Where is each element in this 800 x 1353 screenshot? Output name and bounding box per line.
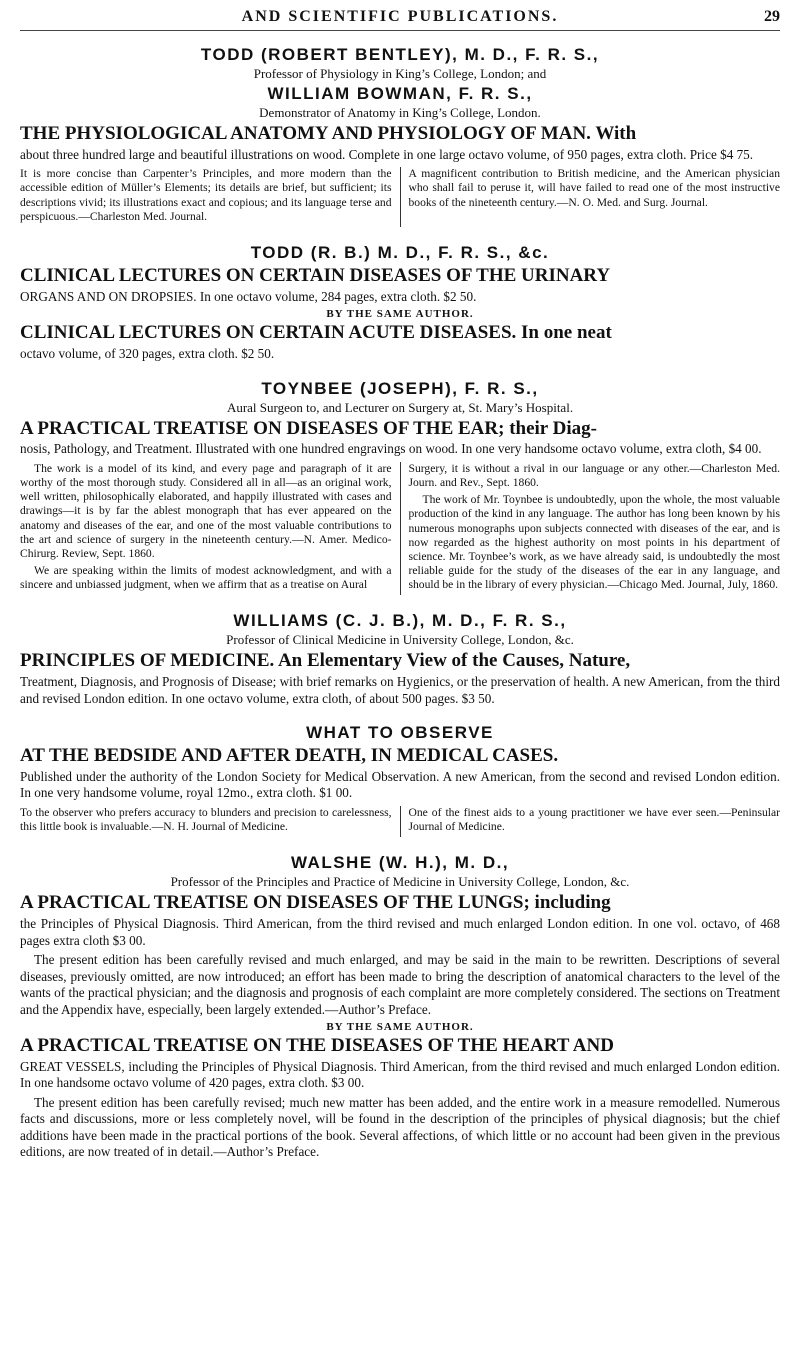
author-name: TOYNBEE (JOSEPH), F. R. S., — [261, 378, 539, 398]
book-description: GREAT VESSELS, including the Principles of Physical Diagnosis. Third American, from the third revised and much enlarged London edition. In one handsome octavo volume of 420 pages, extra cloth. $3 00. — [20, 1058, 780, 1091]
review-columns — [20, 462, 780, 595]
book-title: A PRACTICAL TREATISE ON DISEASES OF THE EAR; their Diag- — [20, 417, 597, 439]
running-title: AND SCIENTIFIC PUBLICATIONS. — [241, 8, 559, 25]
book-description: Published under the authority of the London Society for Medical Observation. A new American, from the second and revised London edition. In one very handsome volume, royal 12mo., extra cloth. $1 00. — [20, 768, 780, 801]
author-credential: Professor of Clinical Medicine in University College, London, &c. — [226, 632, 574, 648]
book-title: CLINICAL LECTURES ON CERTAIN ACUTE DISEASES. In one neat — [20, 322, 612, 344]
book-title: CLINICAL LECTURES ON CERTAIN DISEASES OF THE URINARY — [20, 264, 611, 286]
review-left: The work is a model of its kind, and every page and paragraph of it are worthy of the most thorough study. Considered all in all—as an original work, well written, philosophically elaborated, and happily illustrated with cases and drawings—it is by far the ablest monograph that has ever appeared on the anatomy and diseases of the ear, and one of the most valuable contributions to the art and science of surgery in the nineteenth century.—N. Amer. Medico-Chirurg. Review, Sept. 1860. — [20, 461, 392, 560]
entry-what-to-observe — [20, 723, 780, 837]
book-title: THE PHYSIOLOGICAL ANATOMY AND PHYSIOLOGY OF MAN. With — [20, 123, 637, 144]
author-credential: Professor of the Principles and Practice of Medicine in University College, London, &c. — [170, 874, 630, 890]
review-columns — [20, 806, 780, 837]
preface-excerpt: The present edition has been carefully revised and much enlarged, and may be said in the main to be rewritten. Descriptions of several diseases, previously omitted, are now introduced; an effort has been made to bring the description of anatomical characters to the level of the wants of the practical physician; and the diagnosis and prognosis of each complaint are more completely considered. The sections on Treatment and the Appendix have, especially, been largely extended.—Author’s Preface. — [20, 952, 780, 1017]
preface-excerpt: The present edition has been carefully revised; much new matter has been added, and the entire work in a measure remodelled. Numerous facts and discussions, more or less completely novel, will be found in the description of the principles of physical diagnosis; but the chief additions have been made in the practical portions of the book. Several affections, of which little or no account had been given in the previous editions, are now treated of in detail.—Author’s Preface. — [20, 1094, 780, 1160]
author-name: WALSHE (W. H.), M. D., — [290, 853, 510, 873]
book-description: Treatment, Diagnosis, and Prognosis of Disease; with brief remarks on Hygienics, or the preservation of health. A new American, from the third and revised London edition. In one octavo volume, extra cloth, of about 500 pages. $3 50. — [20, 674, 780, 706]
author-name: WILLIAMS (C. J. B.), M. D., F. R. S., — [233, 611, 567, 631]
book-description: ORGANS AND ON DROPSIES. In one octavo volume, 284 pages, extra cloth. $2 50. — [20, 288, 477, 304]
review-left: To the observer who prefers accuracy to blunders and precision to carelessness, this little book is invaluable.—N. H. Journal of Medicine. — [20, 805, 392, 834]
review-right: Surgery, it is without a rival in our language or any other.—Charleston Med. Journ. and Rev., Sept. 1860. — [408, 461, 780, 490]
running-head — [20, 6, 780, 31]
review-right: One of the finest aids to a young practitioner we have ever seen.—Peninsular Journal of Medicine. — [408, 805, 780, 834]
by-same-author: BY THE SAME AUTHOR. — [326, 1021, 474, 1034]
page-number: 29 — [764, 8, 780, 25]
review-columns — [20, 167, 780, 227]
book-title: AT THE BEDSIDE AND AFTER DEATH, IN MEDICAL CASES. — [20, 745, 559, 767]
catalog-page — [20, 0, 780, 1161]
author-credential: Professor of Physiology in King’s College, London; and — [253, 66, 547, 81]
author-name: TODD (R. B.) M. D., F. R. S., &c. — [250, 242, 550, 262]
entry-walshe — [20, 853, 780, 1161]
section-heading: WHAT TO OBSERVE — [306, 723, 494, 743]
book-description: octavo volume, of 320 pages, extra cloth. $2 50. — [20, 346, 275, 362]
coauthor-credential: Demonstrator of Anatomy in King’s College, London. — [259, 105, 541, 120]
book-title: A PRACTICAL TREATISE ON THE DISEASES OF THE HEART AND — [20, 1035, 614, 1057]
entry-toynbee — [20, 379, 780, 596]
coauthor-name: WILLIAM BOWMAN, F. R. S., — [267, 84, 533, 103]
book-title: PRINCIPLES OF MEDICINE. An Elementary View of the Causes, Nature, — [20, 650, 631, 672]
author-name: TODD (ROBERT BENTLEY), M. D., F. R. S., — [200, 45, 600, 64]
review-right: A magnificent contribution to British medicine, and the American physician who shall fail to peruse it, will have failed to read one of the most instructive books of the nineteenth century.—N. O. Med. and Surg. Journal. — [408, 167, 780, 209]
author-credential: Aural Surgeon to, and Lecturer on Surgery at, St. Mary’s Hospital. — [226, 399, 574, 415]
by-same-author: BY THE SAME AUTHOR. — [326, 308, 474, 321]
book-description: the Principles of Physical Diagnosis. Third American, from the third revised and much enlarged London edition. In one vol. octavo, of 468 pages extra cloth $3 00. — [20, 916, 780, 948]
book-title: A PRACTICAL TREATISE ON DISEASES OF THE LUNGS; including — [20, 892, 611, 914]
book-description: nosis, Pathology, and Treatment. Illustrated with one hundred engravings on wood. In one very handsome octavo volume, extra cloth, $4 00. — [20, 441, 762, 457]
review-right: The work of Mr. Toynbee is undoubtedly, upon the whole, the most valuable production of the kind in any language. The author has long been known by his numerous monographs upon subjects connected with diseases of the ear, and is now regarded as the highest authority on most points in his department of science. Mr. Toynbee’s work, as we have already said, is undoubtedly the most reliable guide for the study of the diseases of the ear in any language, and should be in the library of every physician.—Chicago Med. Journal, July, 1860. — [408, 493, 780, 592]
review-left: We are speaking within the limits of modest acknowledgment, and with a sincere and unbiassed judgment, when we affirm that as a treatise on Aural — [20, 563, 392, 592]
entry-williams — [20, 611, 780, 707]
review-left: It is more concise than Carpenter’s Principles, and more modern than the accessible edition of Müller’s Elements; its details are brief, but sufficient; its descriptions vivid; its illustrations exact and copious; and its language terse and perspicuous.—Charleston Med. Journal. — [20, 167, 392, 223]
entry-todd-bowman — [20, 45, 780, 227]
book-description: about three hundred large and beautiful illustrations on wood. Complete in one large octavo volume, of 950 pages, extra cloth. Price $4 75. — [20, 146, 754, 162]
entry-todd-rb — [20, 243, 780, 363]
